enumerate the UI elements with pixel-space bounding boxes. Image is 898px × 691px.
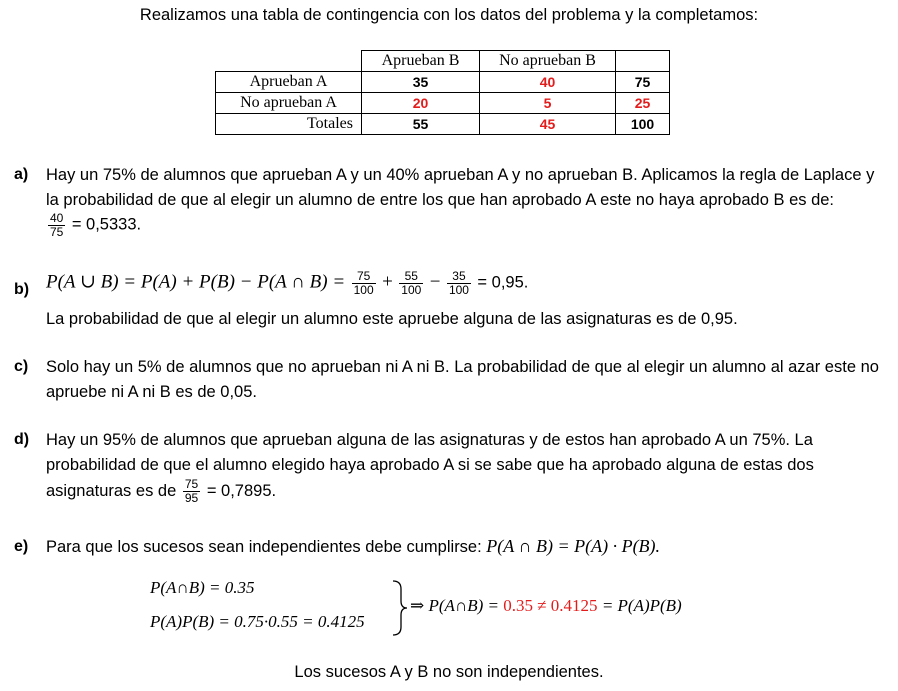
- item-d-value: = 0,7895.: [206, 481, 277, 500]
- eq-line-1: [150, 578, 254, 598]
- item-b-text: La probabilidad de que al elegir un alumno este apruebe alguna de las asignaturas es de 0,95.: [46, 310, 738, 328]
- contingency-table: [215, 50, 670, 135]
- fraction: [447, 270, 471, 297]
- fraction: [399, 270, 423, 297]
- item-b-formula: [46, 270, 528, 297]
- item-e-text: Para que los sucesos sean independientes debe cumplirse:: [46, 538, 482, 556]
- implication-lhs: ⇒ P(A∩B) =: [410, 596, 499, 615]
- fraction-denominator: 75: [50, 225, 64, 239]
- fraction-denominator: 100: [353, 283, 374, 297]
- row-label: Aprueban A: [216, 72, 362, 93]
- eq-line-2: [150, 612, 365, 632]
- fraction-numerator: 55: [399, 270, 423, 284]
- cell-computed: 45: [480, 114, 616, 135]
- minus-operator: −: [429, 271, 441, 293]
- eq-implication: [410, 596, 682, 616]
- table-corner: [216, 51, 362, 72]
- cell-computed: 20: [362, 93, 480, 114]
- fraction: [352, 270, 376, 297]
- cell-computed: 25: [616, 93, 670, 114]
- table-row: [216, 72, 670, 93]
- eq-line-2-text: P(A)P(B) = 0.75·0.55 = 0.4125: [150, 612, 365, 631]
- item-a-value: = 0,5333.: [71, 215, 142, 234]
- implication-inequality: 0.35 ≠ 0.4125: [503, 596, 598, 615]
- item-d-text-block: [46, 428, 846, 505]
- fraction-numerator: 35: [447, 270, 471, 284]
- col-header-total: [616, 51, 670, 72]
- item-a-label: a): [14, 166, 29, 183]
- item-b-value: = 0,95.: [477, 273, 529, 292]
- col-header-no-aprueban-b: No aprueban B: [480, 51, 616, 72]
- item-b-lhs: P(A ∪ B) = P(A) + P(B) − P(A ∩ B) =: [46, 271, 346, 293]
- table-row: [216, 114, 670, 135]
- fraction-denominator: 100: [401, 283, 422, 297]
- fraction-denominator: 95: [184, 491, 199, 505]
- plus-operator: +: [382, 271, 393, 293]
- eq-line-1-text: P(A∩B) = 0.35: [150, 578, 255, 597]
- item-e-label: e): [14, 538, 29, 555]
- row-label: No aprueban A: [216, 93, 362, 114]
- conclusion-text: Los sucesos A y B no son independientes.: [294, 663, 604, 681]
- cell: 75: [616, 72, 670, 93]
- fraction-numerator: 75: [352, 270, 376, 284]
- intro-text: Realizamos una tabla de contingencia con los datos del problema y la completamos:: [139, 6, 759, 24]
- item-d-label: d): [14, 431, 30, 448]
- item-c-text: Solo hay un 5% de alumnos que no aprueban ni A ni B. La probabilidad de que al elegir un alumno al azar este no apruebe ni A ni B es de 0,05.: [46, 358, 879, 401]
- cell: 35: [362, 72, 480, 93]
- item-a-text: Hay un 75% de alumnos que aprueban A y un 40% aprueban A y no aprueban B. Aplicamos la regla de Laplace y la probabilidad de que al elegir un alumno de entre los que han aprobado A este no haya aprobado B es de:: [46, 166, 875, 209]
- implication-rhs: = P(A)P(B): [601, 596, 682, 615]
- fraction: [183, 478, 200, 505]
- curly-brace-icon: [390, 579, 410, 637]
- item-c-label: c): [14, 358, 29, 375]
- cell: 55: [362, 114, 480, 135]
- col-header-aprueban-b: Aprueban B: [362, 51, 480, 72]
- item-a-result: [46, 212, 141, 239]
- row-label: Totales: [216, 114, 362, 135]
- cell-computed: 5: [480, 93, 616, 114]
- fraction-denominator: 100: [448, 283, 469, 297]
- table-header-row: [216, 51, 670, 72]
- table-row: [216, 93, 670, 114]
- cell-computed: 40: [480, 72, 616, 93]
- item-e-line: [46, 534, 660, 560]
- fraction: [48, 212, 65, 239]
- fraction-numerator: 40: [50, 211, 64, 225]
- item-e-condition: P(A ∩ B) = P(A) · P(B).: [486, 536, 661, 556]
- item-b-label: b): [14, 281, 30, 298]
- cell: 100: [616, 114, 670, 135]
- fraction-numerator: 75: [184, 477, 199, 491]
- item-d-text: Hay un 95% de alumnos que aprueban alguna de las asignaturas y de estos han aprobado A un 75%. La probabilidad de que el alumno elegido haya aprobado A si se sabe que ha aprobado alguna de estas dos asignaturas es de: [46, 431, 814, 500]
